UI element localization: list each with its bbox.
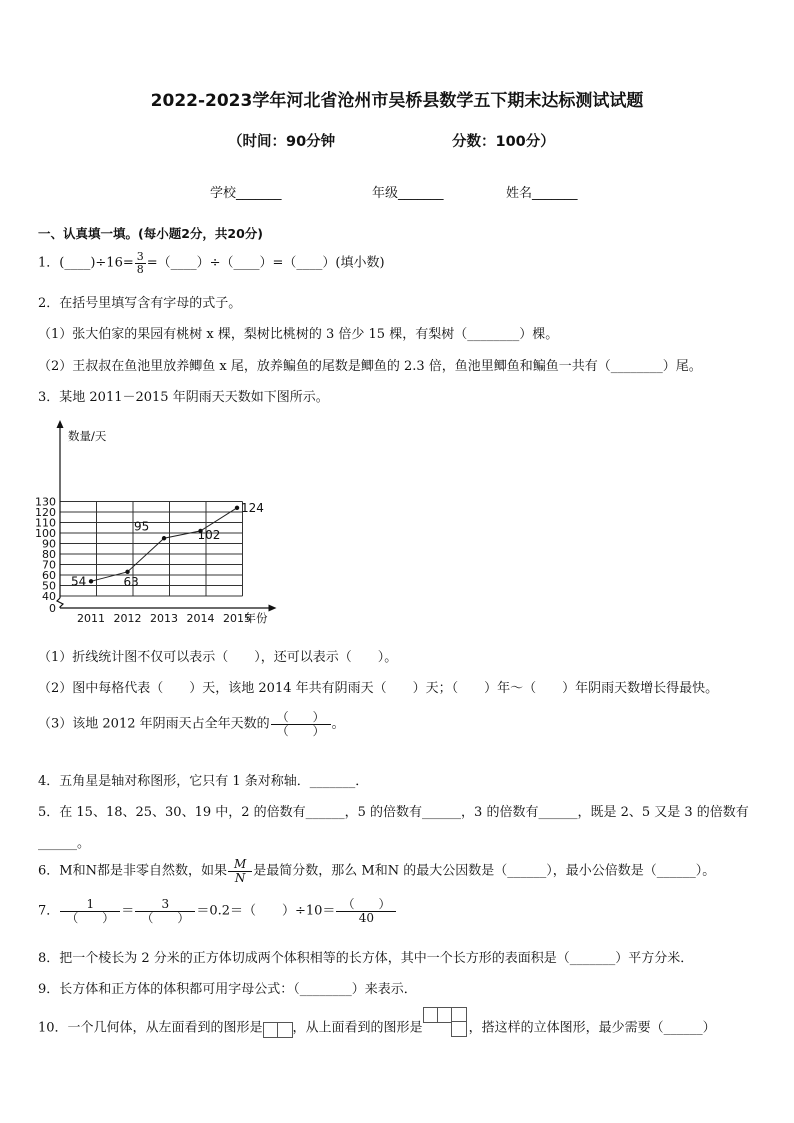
q3-part-3-end: 。 [331, 716, 345, 732]
data-point [89, 579, 93, 583]
q7-fraction-3-denominator: 40 [358, 910, 375, 925]
q7-number: 7． [38, 903, 60, 919]
q1-fraction [135, 251, 146, 275]
q7-fraction-2-numerator: 3 [135, 898, 195, 912]
q6-fraction-denominator: N [234, 870, 246, 885]
q1-part-a: 1．(____)÷16= [38, 255, 134, 271]
section-heading: 一、认真填一填。(每小题2分，共20分) [38, 226, 264, 241]
y-axis-arrow [57, 420, 64, 428]
question-3-part-3 [38, 711, 345, 737]
data-label: 95 [134, 519, 150, 534]
question-2-stem: 2．在括号里填写含有字母的式子。 [38, 296, 242, 311]
q3-fraction-denominator: （ ） [276, 723, 325, 738]
data-point [125, 570, 129, 574]
y-tick-label: 70 [42, 558, 56, 572]
question-5-continued: ______。 [38, 836, 91, 851]
y-tick-label: 0 [49, 602, 56, 615]
question-3-stem: 3．某地 2011－2015 年阴雨天天数如下图所示。 [38, 390, 329, 405]
data-label: 54 [71, 574, 87, 589]
q1-fraction-denominator: 8 [136, 262, 144, 276]
q7-fraction-2 [135, 898, 195, 924]
question-4: 4．五角星是轴对称图形，它只有 1 条对称轴．_______． [38, 774, 369, 789]
top-view-figure [423, 1013, 469, 1043]
data-label: 124 [241, 500, 264, 515]
y-tick-label: 120 [35, 506, 56, 519]
y-tick-label: 50 [42, 579, 56, 593]
q10-part-c: ，搭这样的立体图形，最少需要（______） [468, 1020, 716, 1036]
question-6 [38, 858, 715, 884]
q10-part-a: 10．一个几何体，从左面看到的图形是 [38, 1020, 263, 1036]
question-10 [38, 1013, 716, 1043]
y-tick-label: 110 [35, 516, 56, 530]
q6-part-a: 6．M和N都是非零自然数，如果 [38, 863, 227, 879]
q7-fraction-1 [60, 898, 120, 924]
total-score: 分数：100分） [452, 134, 555, 150]
data-point [235, 506, 239, 510]
q1-fraction-numerator: 3 [136, 250, 144, 263]
question-3-part-1: （1）折线统计图不仅可以表示（ ），还可以表示（ ）。 [38, 650, 398, 665]
data-label: 102 [197, 527, 221, 542]
q3-part-3-text: （3）该地 2012 年阴雨天占全年天数的 [38, 716, 270, 732]
x-tick-label: 2011 [77, 612, 106, 625]
left-view-cube [277, 1022, 293, 1038]
data-point [162, 536, 166, 540]
name-field[interactable]: 姓名_______ [506, 186, 578, 201]
school-field[interactable]: 学校_______ [210, 186, 282, 201]
x-tick-label: 2013 [150, 612, 179, 625]
time-limit: （时间：90分钟 [228, 134, 336, 150]
q1-part-b: =（____）÷（____）=（____）(填小数) [146, 255, 385, 271]
question-5: 5．在 15、18、25、30、19 中，2 的倍数有______，5 的倍数有______，3 的倍数有______，既是 2、5 又是 3 的倍数有 [38, 805, 749, 820]
x-tick-label: 2015 [223, 612, 252, 625]
series-line [91, 508, 237, 582]
q6-fraction [228, 858, 252, 884]
question-2-part-1: （1）张大伯家的果园有桃树 x 棵，梨树比桃树的 3 倍少 15 棵，有梨树（________）棵。 [38, 327, 559, 342]
grade-field[interactable]: 年级_______ [372, 186, 444, 201]
y-tick-label: 90 [42, 537, 56, 551]
q7-fraction-2-denominator: （ ） [141, 910, 190, 925]
x-tick-label: 2014 [186, 612, 215, 625]
question-3-part-2: （2）图中每格代表（ ）天，该地 2014 年共有阴雨天（ ）天；（ ）年～（ ）年阴雨天数增长得最快。 [38, 681, 719, 696]
q7-middle: ＝0.2＝（ ）÷10＝ [196, 903, 336, 919]
question-7 [38, 898, 397, 924]
axis-break [57, 598, 63, 608]
q7-fraction-1-denominator: （ ） [66, 910, 115, 925]
q10-part-b: ，从上面看到的图形是 [292, 1020, 423, 1036]
q7-fraction-3 [336, 898, 396, 924]
y-tick-label: 60 [42, 569, 56, 582]
data-label: 63 [123, 574, 139, 589]
q6-part-b: 是最简分数，那么 M和N 的最大公因数是（______），最小公倍数是（______）。 [253, 863, 716, 879]
y-axis-label: 数量/天 [68, 429, 107, 443]
page-title: 2022-2023学年河北省沧州市吴桥县数学五下期末达标测试试题 [150, 91, 644, 111]
question-8: 8．把一个棱长为 2 分米的正方体切成两个体积相等的长方体，其中一个长方形的表面积是（_______）平方分米． [38, 951, 694, 966]
y-tick-label: 80 [42, 548, 56, 561]
q3-fraction [271, 711, 331, 737]
y-tick-label: 100 [35, 527, 56, 540]
q7-fraction-3-numerator: （ ） [336, 898, 396, 912]
q7-equals: ＝ [121, 903, 135, 919]
rainy-days-line-chart [30, 418, 320, 636]
y-tick-label: 130 [35, 495, 56, 509]
question-1 [38, 251, 385, 275]
top-view-cube [451, 1021, 467, 1037]
q7-fraction-1-numerator: 1 [60, 898, 120, 912]
q6-fraction-numerator: M [228, 858, 252, 872]
x-axis-label: 年份 [244, 611, 268, 625]
question-2-part-2: （2）王叔叔在鱼池里放养鲫鱼 x 尾，放养鳊鱼的尾数是鲫鱼的 2.3 倍，鱼池里鲫鱼和鳊鱼一共有（________）尾。 [38, 359, 702, 374]
q3-fraction-numerator: （ ） [271, 711, 331, 725]
y-tick-label: 40 [42, 590, 56, 603]
left-view-figure [263, 1018, 293, 1038]
question-9: 9．长方体和正方体的体积都可用字母公式：（________）来表示． [38, 982, 417, 997]
x-tick-label: 2012 [113, 612, 142, 625]
x-axis-arrow [269, 605, 277, 612]
